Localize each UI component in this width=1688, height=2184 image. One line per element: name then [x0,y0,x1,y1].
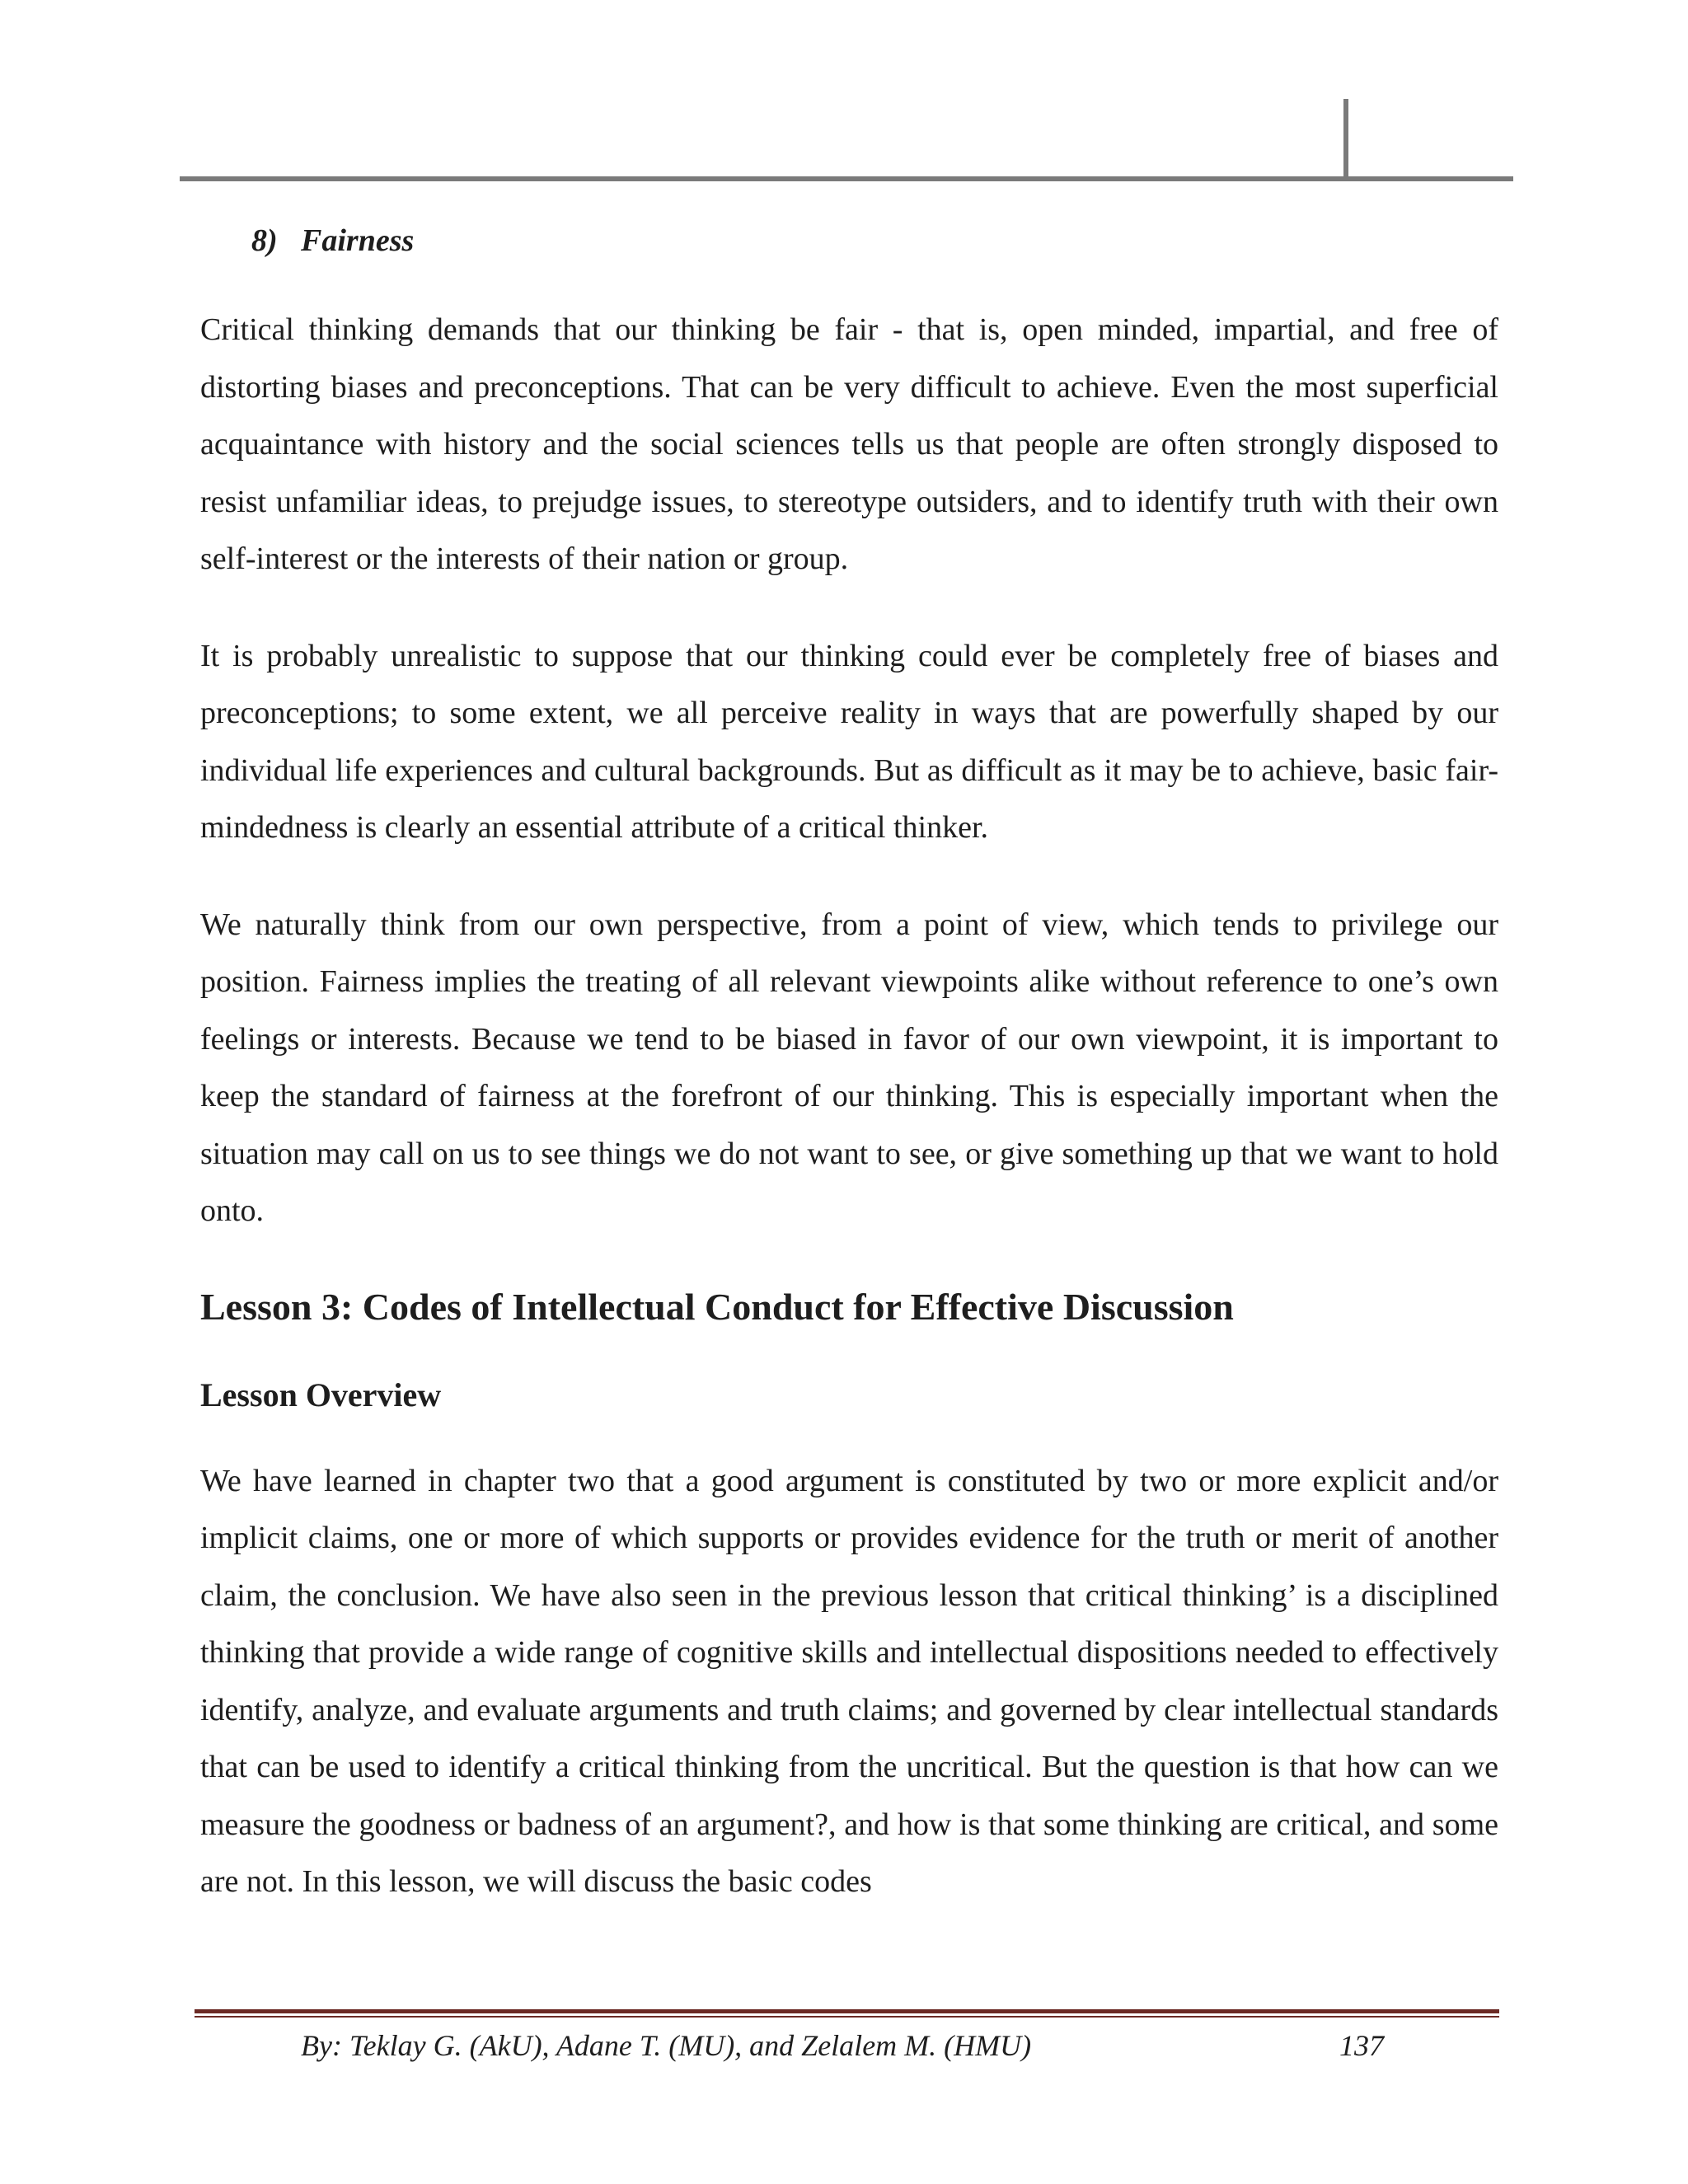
header-rule [180,176,1513,181]
header-vertical-rule [1343,99,1348,180]
section-heading [251,216,1498,265]
section-number: 8) [251,223,278,258]
paragraph-1: Critical thinking demands that our thinking be fair - that is, open minded, impartial, and free of distorting biases and preconceptions. That can be very difficult to achieve. Even the most superficial acquaintance with history and the social sciences tells us that people are often strongly disposed to resist unfamiliar ideas, to prejudge issues, to stereotype outsiders, and to identify truth with their own self-interest or the interests of their nation or group. [200,312,1498,576]
page-footer [301,2021,1389,2070]
section-title: Fairness [301,223,415,258]
lesson-overview-paragraph: We have learned in chapter two that a good argument is constituted by two or more explicit and/or implicit claims, one or more of which supports or provides evidence for the truth or merit of another claim, the conclusion. We have also seen in the previous lesson that critical thinking’ is a disciplined thinking that provide a wide range of cognitive skills and intellectual dispositions needed to effectively identify, analyze, and evaluate arguments and truth claims; and governed by clear intellectual standards that can be used to identify a critical thinking from the uncritical. But the question is that how can we measure the goodness or badness of an argument?, and how is that some thinking are critical, and some are not. In this lesson, we will discuss the basic codes [200,1463,1498,1899]
footer-rule-thick [195,2009,1499,2013]
footer-authors: By: Teklay G. (AkU), Adane T. (MU), and Zelalem M. (HMU) [301,2029,1032,2062]
footer-rule-thin [195,2016,1499,2018]
paragraph-2: It is probably unrealistic to suppose that our thinking could ever be completely free of biases and preconceptions; to some extent, we all perceive reality in ways that are powerfully shaped by our individual life experiences and cultural backgrounds. But as difficult as it may be to achieve, basic fair-mindedness is clearly an essential attribute of a critical thinker. [200,638,1498,845]
page-number: 137 [1339,2029,1384,2062]
lesson-title: Lesson 3: Codes of Intellectual Conduct for Effective Discussion [200,1285,1234,1328]
paragraph-3: We naturally think from our own perspective, from a point of view, which tends to privilege our position. Fairness implies the treating of all relevant viewpoints alike without reference to one’s own feelings or interests. Because we tend to be biased in favor of our own viewpoint, it is important to keep the standard of fairness at the forefront of our thinking. This is especially important when the situation may call on us to see things we do not want to see, or give something up that we want to hold onto. [200,907,1498,1228]
page-content [200,216,1498,1951]
lesson-overview-heading: Lesson Overview [200,1376,442,1413]
